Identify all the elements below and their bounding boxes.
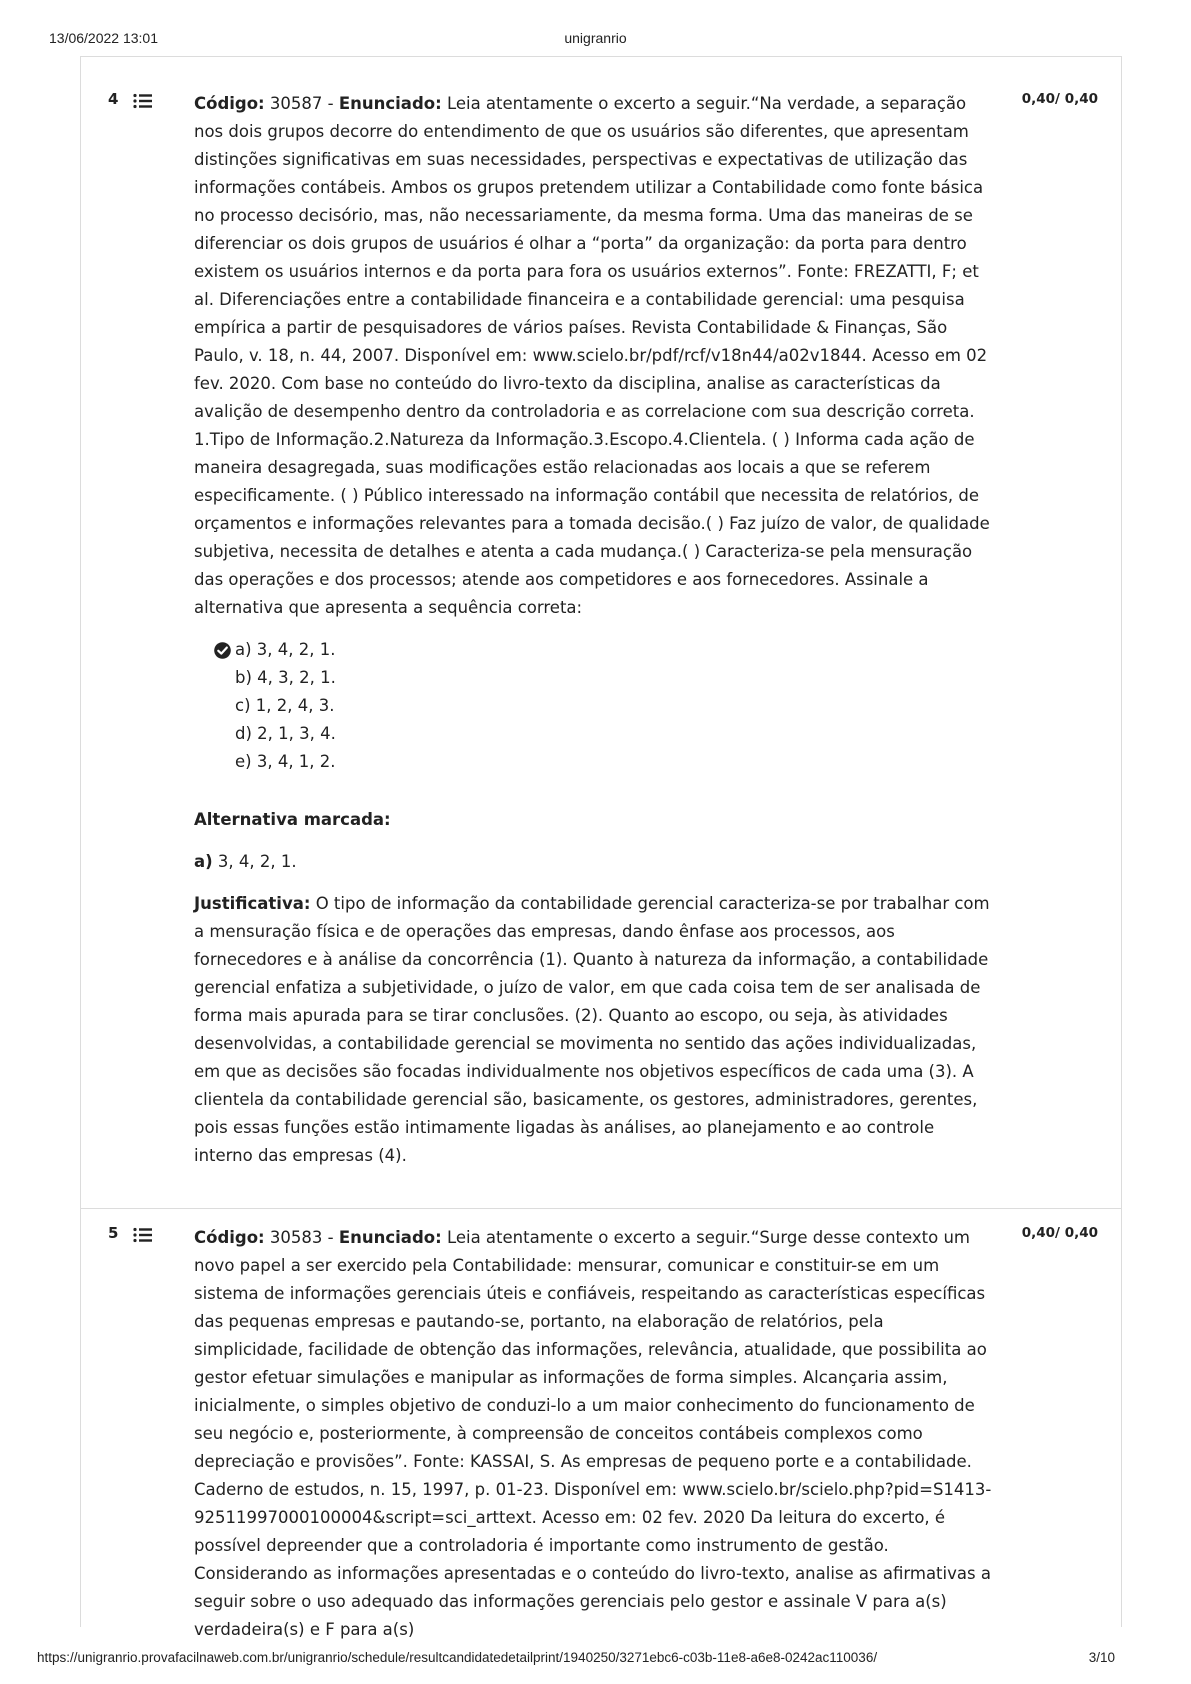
option-label: d) 2, 1, 3, 4.: [235, 724, 336, 743]
print-date: 13/06/2022 13:01: [49, 30, 158, 46]
question-score: 0,40/ 0,40: [1021, 1225, 1098, 1241]
question-statement: [194, 1224, 994, 1644]
statement-label: Enunciado:: [338, 94, 442, 113]
code-label: Código:: [194, 1228, 265, 1247]
check-circle-icon: [214, 642, 231, 659]
statement-text: Leia atentamente o excerto a seguir.“Surge desse contexto um novo papel a ser exercido pela Contabilidade: mensurar, comunicar e constituir-se em um sistema de informações gerenciais úteis e confiáveis, respeitando as características específicas das pequenas empresas e pautando-se, portanto, na elaboração de relatórios, pela simplicidade, facilidade de obtenção das informações, relevância, atualidade, que possibilita ao gestor efetuar simulações e manipular as informações de forma simples. Alcançaria assim, inicialmente, o simples objetivo de conduzi-lo a um maior conhecimento do funcionamento de seu negócio e, posteriormente, à compreensão de conceitos contábeis complexos como depreciação e provisões”. Fonte: KASSAI, S. As empresas de pequeno porte e a contabilidade. Caderno de estudos, n. 15, 1997, p. 01-23. Disponível em: www.scielo.br/scielo.php?pid=S1413-92511997000100004&script=sci_arttext. Acesso em: 02 fev. 2020 Da leitura do excerto, é possível depreender que a controladoria é importante como instrumento de gestão. Considerando as informações apresentadas e o conteúdo do livro-texto, analise as afirmativas a seguir sobre o uso adequado das informações gerenciais pelo gestor e assinale V para a(s) verdadeira(s) e F para a(s): [194, 1228, 992, 1639]
code-value: 30583 -: [269, 1228, 339, 1247]
statement-label: Enunciado:: [338, 1228, 442, 1247]
marked-letter: a): [194, 852, 213, 871]
list-icon[interactable]: [133, 1227, 153, 1243]
question-divider: [80, 1208, 1121, 1209]
print-title: unigranrio: [564, 30, 627, 46]
marked-answer: [194, 848, 994, 876]
question-body: [194, 90, 994, 1170]
list-icon[interactable]: [133, 93, 153, 109]
option-d: [218, 720, 994, 748]
question-statement: [194, 90, 994, 622]
question-score: 0,40/ 0,40: [1021, 91, 1098, 107]
print-url: https://unigranrio.provafacilnaweb.com.br/unigranrio/schedule/resultcandidatedetailprint/1940250/3271ebc6-c03b-11e8-a6e8-0242ac110036/: [37, 1650, 878, 1665]
justification-label: Justificativa:: [194, 894, 311, 913]
question-number: 5: [108, 1224, 119, 1242]
code-value: 30587 -: [269, 94, 339, 113]
question-body: [194, 1224, 994, 1644]
option-b: [218, 664, 994, 692]
option-label: a) 3, 4, 2, 1.: [235, 640, 336, 659]
code-label: Código:: [194, 94, 265, 113]
marked-value: 3, 4, 2, 1.: [212, 852, 297, 871]
justification-text: O tipo de informação da contabilidade gerencial caracteriza-se por trabalhar com a mensuração física e de operações das empresas, dando ênfase aos processos, aos fornecedores e à análise da concorrência (1). Quanto à natureza da informação, a contabilidade gerencial enfatiza a subjetividade, o juízo de valor, em que cada coisa tem de ser analisada de forma mais apurada para se tirar conclusões. (2). Quanto ao escopo, ou seja, às atividades desenvolvidas, a contabilidade gerencial se movimenta no sentido das ações individualizadas, em que as decisões são focadas individualmente nos objetivos específicos de cada uma (3). A clientela da contabilidade gerencial são, basicamente, os gestores, administradores, gerentes, pois essas funções estão intimamente ligadas às análises, ao planejamento e ao controle interno das empresas (4).: [194, 894, 990, 1165]
statement-text: Leia atentamente o excerto a seguir.“Na verdade, a separação nos dois grupos decorre do entendimento de que os usuários são diferentes, que apresentam distinções significativas em suas necessidades, perspectivas e expectativas de utilização das informações contábeis. Ambos os grupos pretendem utilizar a Contabilidade como fonte básica no processo decisório, mas, não necessariamente, da mesma forma. Uma das maneiras de se diferenciar os dois grupos de usuários é olhar a “porta” da organização: da porta para dentro existem os usuários internos e da porta para fora os usuários externos”. Fonte: FREZATTI, F; et al. Diferenciações entre a contabilidade financeira e a contabilidade gerencial: uma pesquisa empírica a partir de pesquisadores de vários países. Revista Contabilidade & Finanças, São Paulo, v. 18, n. 44, 2007. Disponível em: www.scielo.br/pdf/rcf/v18n44/a02v1844. Acesso em 02 fev. 2020. Com base no conteúdo do livro-texto da disciplina, analise as características da avalição de desempenho dentro da controladoria e as correlacione com sua descrição correta. 1.Tipo de Informação.2.Natureza da Informação.3.Escopo.4.Clientela. ( ) Informa cada ação de maneira desagregada, suas modificações estão relacionadas aos locais a que se referem especificamente. ( ) Público interessado na informação contábil que necessita de relatórios, de orçamentos e informações relevantes para a tomada decisão.( ) Faz juízo de valor, de qualidade subjetiva, necessita de detalhes e atenta a cada mudança.( ) Caracteriza-se pela mensuração das operações e dos processos; atende aos competidores e aos fornecedores. Assinale a alternativa que apresenta a sequência correta:: [194, 94, 990, 617]
question-number: 4: [108, 90, 119, 108]
option-a: [218, 636, 994, 664]
option-e: [218, 748, 994, 776]
option-label: b) 4, 3, 2, 1.: [235, 668, 336, 687]
page-number: 3/10: [1088, 1650, 1115, 1665]
option-label: c) 1, 2, 4, 3.: [235, 696, 335, 715]
answer-options: [218, 636, 994, 776]
option-label: e) 3, 4, 1, 2.: [235, 752, 336, 771]
justification: [194, 890, 994, 1170]
marked-answer-title: Alternativa marcada:: [194, 810, 391, 829]
option-c: [218, 692, 994, 720]
